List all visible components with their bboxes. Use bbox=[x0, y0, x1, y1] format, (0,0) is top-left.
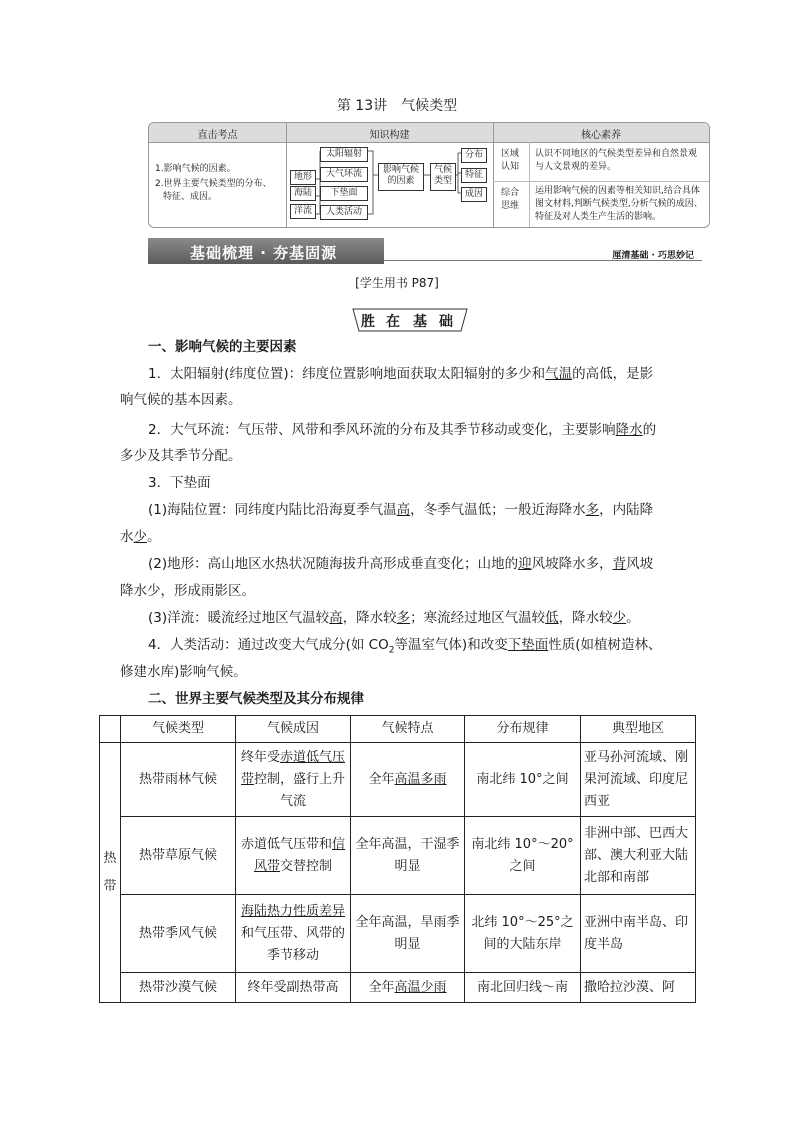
col-cause: 气候成因 bbox=[236, 716, 351, 743]
kb-surface: 下垫面 bbox=[320, 186, 368, 201]
student-book-ref: [学生用书 P87] bbox=[355, 276, 439, 290]
lozenge-char-4: 础 bbox=[439, 314, 453, 330]
kb-out-dist: 分布 bbox=[461, 148, 487, 163]
para-circulation-cont: 多少及其季节分配。 bbox=[120, 448, 242, 464]
col-region: 典型地区 bbox=[581, 716, 696, 743]
banner-title: 基础梳理 · 夯基固源 bbox=[190, 244, 338, 262]
kb-factors-box: 影响气候的因素 bbox=[378, 163, 424, 191]
lozenge-char-2: 在 bbox=[386, 314, 400, 330]
table-row: 热带 热带雨林气候 终年受赤道低气压带控制，盛行上升气流 全年高温多雨 南北纬 10°之间 亚马孙河流域、刚果河流域、印度尼西亚 bbox=[100, 743, 696, 817]
section2-heading: 二、世界主要气候类型及其分布规律 bbox=[148, 691, 364, 707]
col-head-zhishi: 知识构建 bbox=[369, 130, 410, 141]
suyang-text-1: 认识不同地区的气候类型差异和自然景观与人文景观的差异。 bbox=[535, 149, 698, 172]
section-banner bbox=[148, 238, 708, 264]
table-row: 热带草原气候 赤道低气压带和信风带交替控制 全年高温，干湿季明显 南北纬 10°～20°之间 非洲中部、巴西大部、澳大利亚大陆北部和南部 bbox=[100, 817, 696, 895]
para-terrain: (2)地形：高山地区水热状况随海拔升高形成垂直变化；山地的迎风坡降水多，背风坡 bbox=[148, 556, 654, 572]
para-human-cont: 修建水库)影响气候。 bbox=[120, 664, 247, 680]
col-distribution: 分布规律 bbox=[465, 716, 581, 743]
lozenge-heading bbox=[351, 308, 469, 332]
kb-out-cause: 成因 bbox=[461, 187, 487, 202]
para-solar: 1．太阳辐射(纬度位置)：纬度位置影响地面获取太阳辐射的多少和气温的高低，是影 bbox=[148, 366, 654, 382]
section1-heading: 一、影响气候的主要因素 bbox=[148, 339, 297, 355]
kb-human: 人类活动 bbox=[320, 205, 368, 220]
kb-type-box: 气候类型 bbox=[430, 163, 456, 191]
banner-slogan: 厘清基础 · 巧思妙记 bbox=[612, 251, 694, 261]
kb-factor-current: 洋流 bbox=[290, 204, 316, 219]
col-head-kaodian: 直击考点 bbox=[197, 130, 238, 141]
lozenge-char-1: 胜 bbox=[361, 314, 375, 330]
para-solar-cont: 响气候的基本因素。 bbox=[120, 392, 242, 408]
col-head-suyang: 核心素养 bbox=[581, 130, 621, 141]
para-current: (3)洋流：暖流经过地区气温较高，降水较多；寒流经过地区气温较低，降水较少。 bbox=[148, 610, 640, 626]
suyang-label-1: 区域认知 bbox=[500, 149, 519, 172]
suyang-text-2: 运用影响气候的因素等相关知识,结合具体图文材料,判断气候类型,分析气候的成因、特征及对人类生产生活的影响。 bbox=[535, 186, 703, 222]
suyang-label-2: 综合思维 bbox=[500, 188, 519, 211]
page-title: 第 13讲 气候类型 bbox=[336, 98, 458, 114]
kb-circulation: 大气环流 bbox=[320, 167, 368, 182]
para-human: 4．人类活动：通过改变大气成分(如 $CO_2$等温室气体)和改变下垫面性质(如植树造林、 bbox=[148, 637, 662, 656]
group-tropical: 热带 bbox=[100, 743, 121, 1003]
para-sealand-cont: 水少。 bbox=[120, 529, 161, 545]
col-feature: 气候特点 bbox=[351, 716, 465, 743]
kb-connector-lines bbox=[287, 141, 487, 227]
col-type: 气候类型 bbox=[121, 716, 236, 743]
para-terrain-cont: 降水少，形成雨影区。 bbox=[120, 583, 255, 599]
table-header-row bbox=[100, 716, 696, 743]
kb-solar: 太阳辐射 bbox=[320, 147, 368, 162]
kaodian-2: 2.世界主要气候类型的分布、 bbox=[155, 179, 272, 189]
kaodian-3: 特征、成因。 bbox=[163, 192, 218, 202]
para-circulation: 2．大气环流：气压带、风带和季风环流的分布及其季节移动或变化，主要影响降水的 bbox=[148, 422, 657, 438]
kaodian-1: 1.影响气候的因素。 bbox=[155, 164, 236, 174]
table-row: 热带季风气候 海陆热力性质差异和气压带、风带的季节移动 全年高温，旱雨季明显 北纬 10°～25°之间的大陆东岸 亚洲中南半岛、印度半岛 bbox=[100, 895, 696, 973]
table-row: 热带沙漠气候 终年受副热带高 全年高温少雨 南北回归线～南 撒哈拉沙漠、阿 bbox=[100, 973, 696, 1003]
kb-factor-terrain: 地形 bbox=[290, 170, 316, 185]
para-surface: 3．下垫面 bbox=[148, 475, 211, 491]
kb-out-feature: 特征 bbox=[461, 168, 487, 183]
climate-table bbox=[99, 715, 696, 1003]
kb-factor-sealand: 海陆 bbox=[290, 186, 316, 201]
para-sealand: (1)海陆位置：同纬度内陆比沿海夏季气温高，冬季气温低；一般近海降水多，内陆降 bbox=[148, 502, 654, 518]
lozenge-char-3: 基 bbox=[413, 314, 427, 330]
